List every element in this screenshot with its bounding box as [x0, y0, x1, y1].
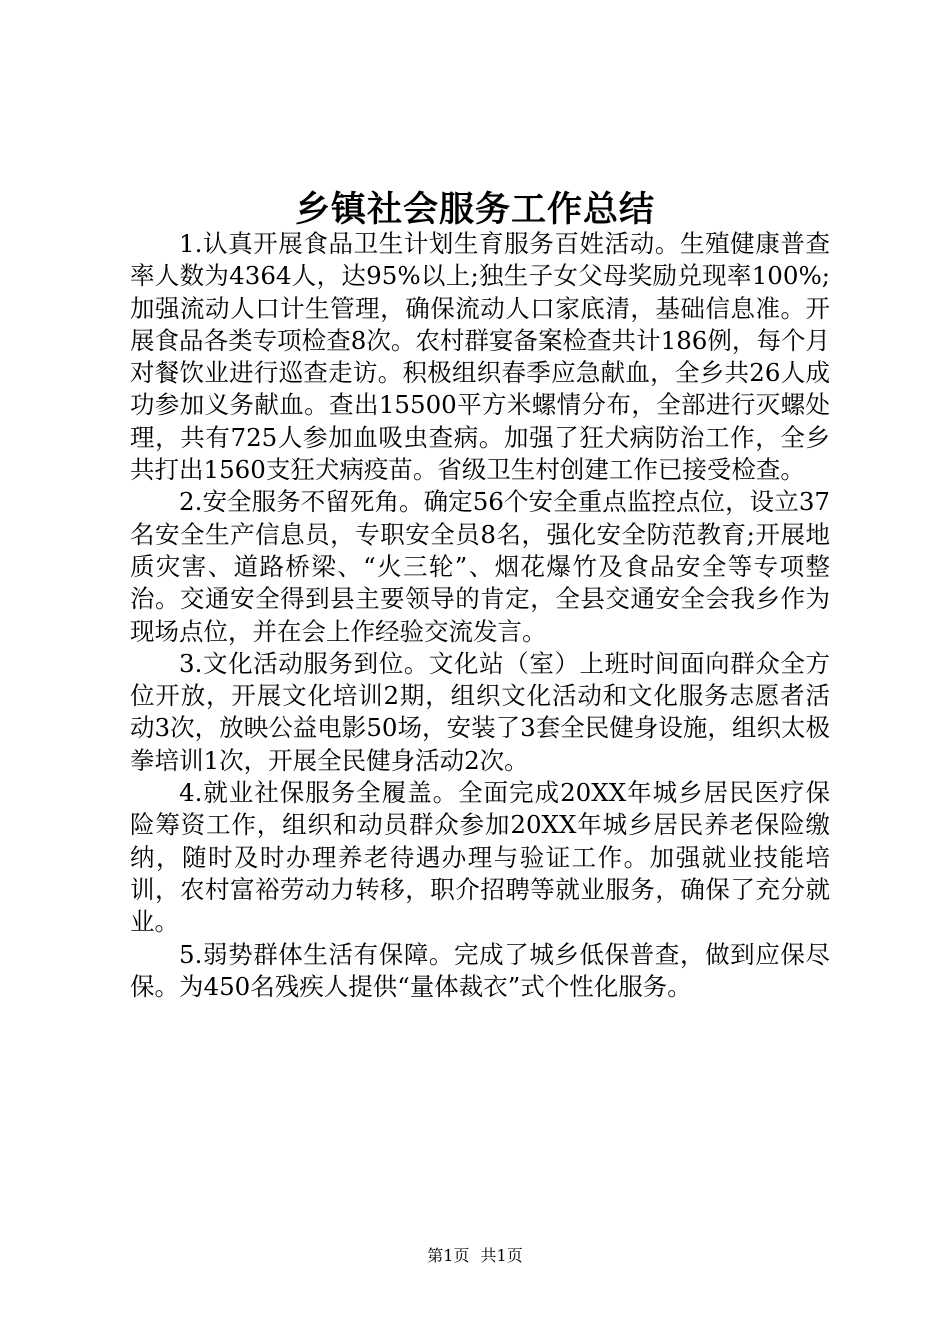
- paragraph-culture-services: 3.文化活动服务到位。文化站（室）上班时间面向群众全方位开放，开展文化培训2期，组织文化活动和文化服务志愿者活动3次，放映公益电影50场，安装了3套全民健身设施，组织太极拳培训1次，开展全民健身活动2次。: [130, 648, 830, 775]
- page-number-footer: 第1页 共1页: [427, 1246, 523, 1265]
- paragraph-employment-services: 4.就业社保服务全履盖。全面完成20XX年城乡居民医疗保险筹资工作，组织和动员群众参加20XX年城乡居民养老保险缴纳，随时及时办理养老待遇办理与验证工作。加强就业技能培训，农村富裕劳动力转移，职介招聘等就业服务，确保了充分就业。: [130, 778, 830, 937]
- document-body: [130, 228, 830, 1003]
- paragraph-safety-services: 2.安全服务不留死角。确定56个安全重点监控点位，设立37名安全生产信息员，专职安全员8名，强化安全防范教育;开展地质灾害、道路桥梁、“火三轮”、烟花爆竹及食品安全等专项整治。交通安全得到县主要领导的肯定，全县交通安全会我乡作为现场点位，并在会上作经验交流发言。: [130, 487, 830, 646]
- paragraph-vulnerable-groups: 5.弱势群体生活有保障。完成了城乡低保普查，做到应保尽保。为450名残疾人提供“量体裁衣”式个性化服务。: [130, 939, 830, 1001]
- document-title: 乡镇社会服务工作总结: [294, 189, 655, 230]
- paragraph-health-services: 1.认真开展食品卫生计划生育服务百姓活动。生殖健康普查率人数为4364人，达95%以上;独生子女父母奖励兑现率100%;加强流动人口计生管理，确保流动人口家底清，基础信息准。开展食品各类专项检查8次。农村群宴备案检查共计186例，每个月对餐饮业进行巡查走访。积极组织春季应急献血，全乡共26人成功参加义务献血。查出15500平方米螺情分布，全部进行灭螺处理，共有725人参加血吸虫查病。加强了狂犬病防治工作，全乡共打出1560支狂犬病疫苗。省级卫生村创建工作已接受检查。: [130, 229, 830, 485]
